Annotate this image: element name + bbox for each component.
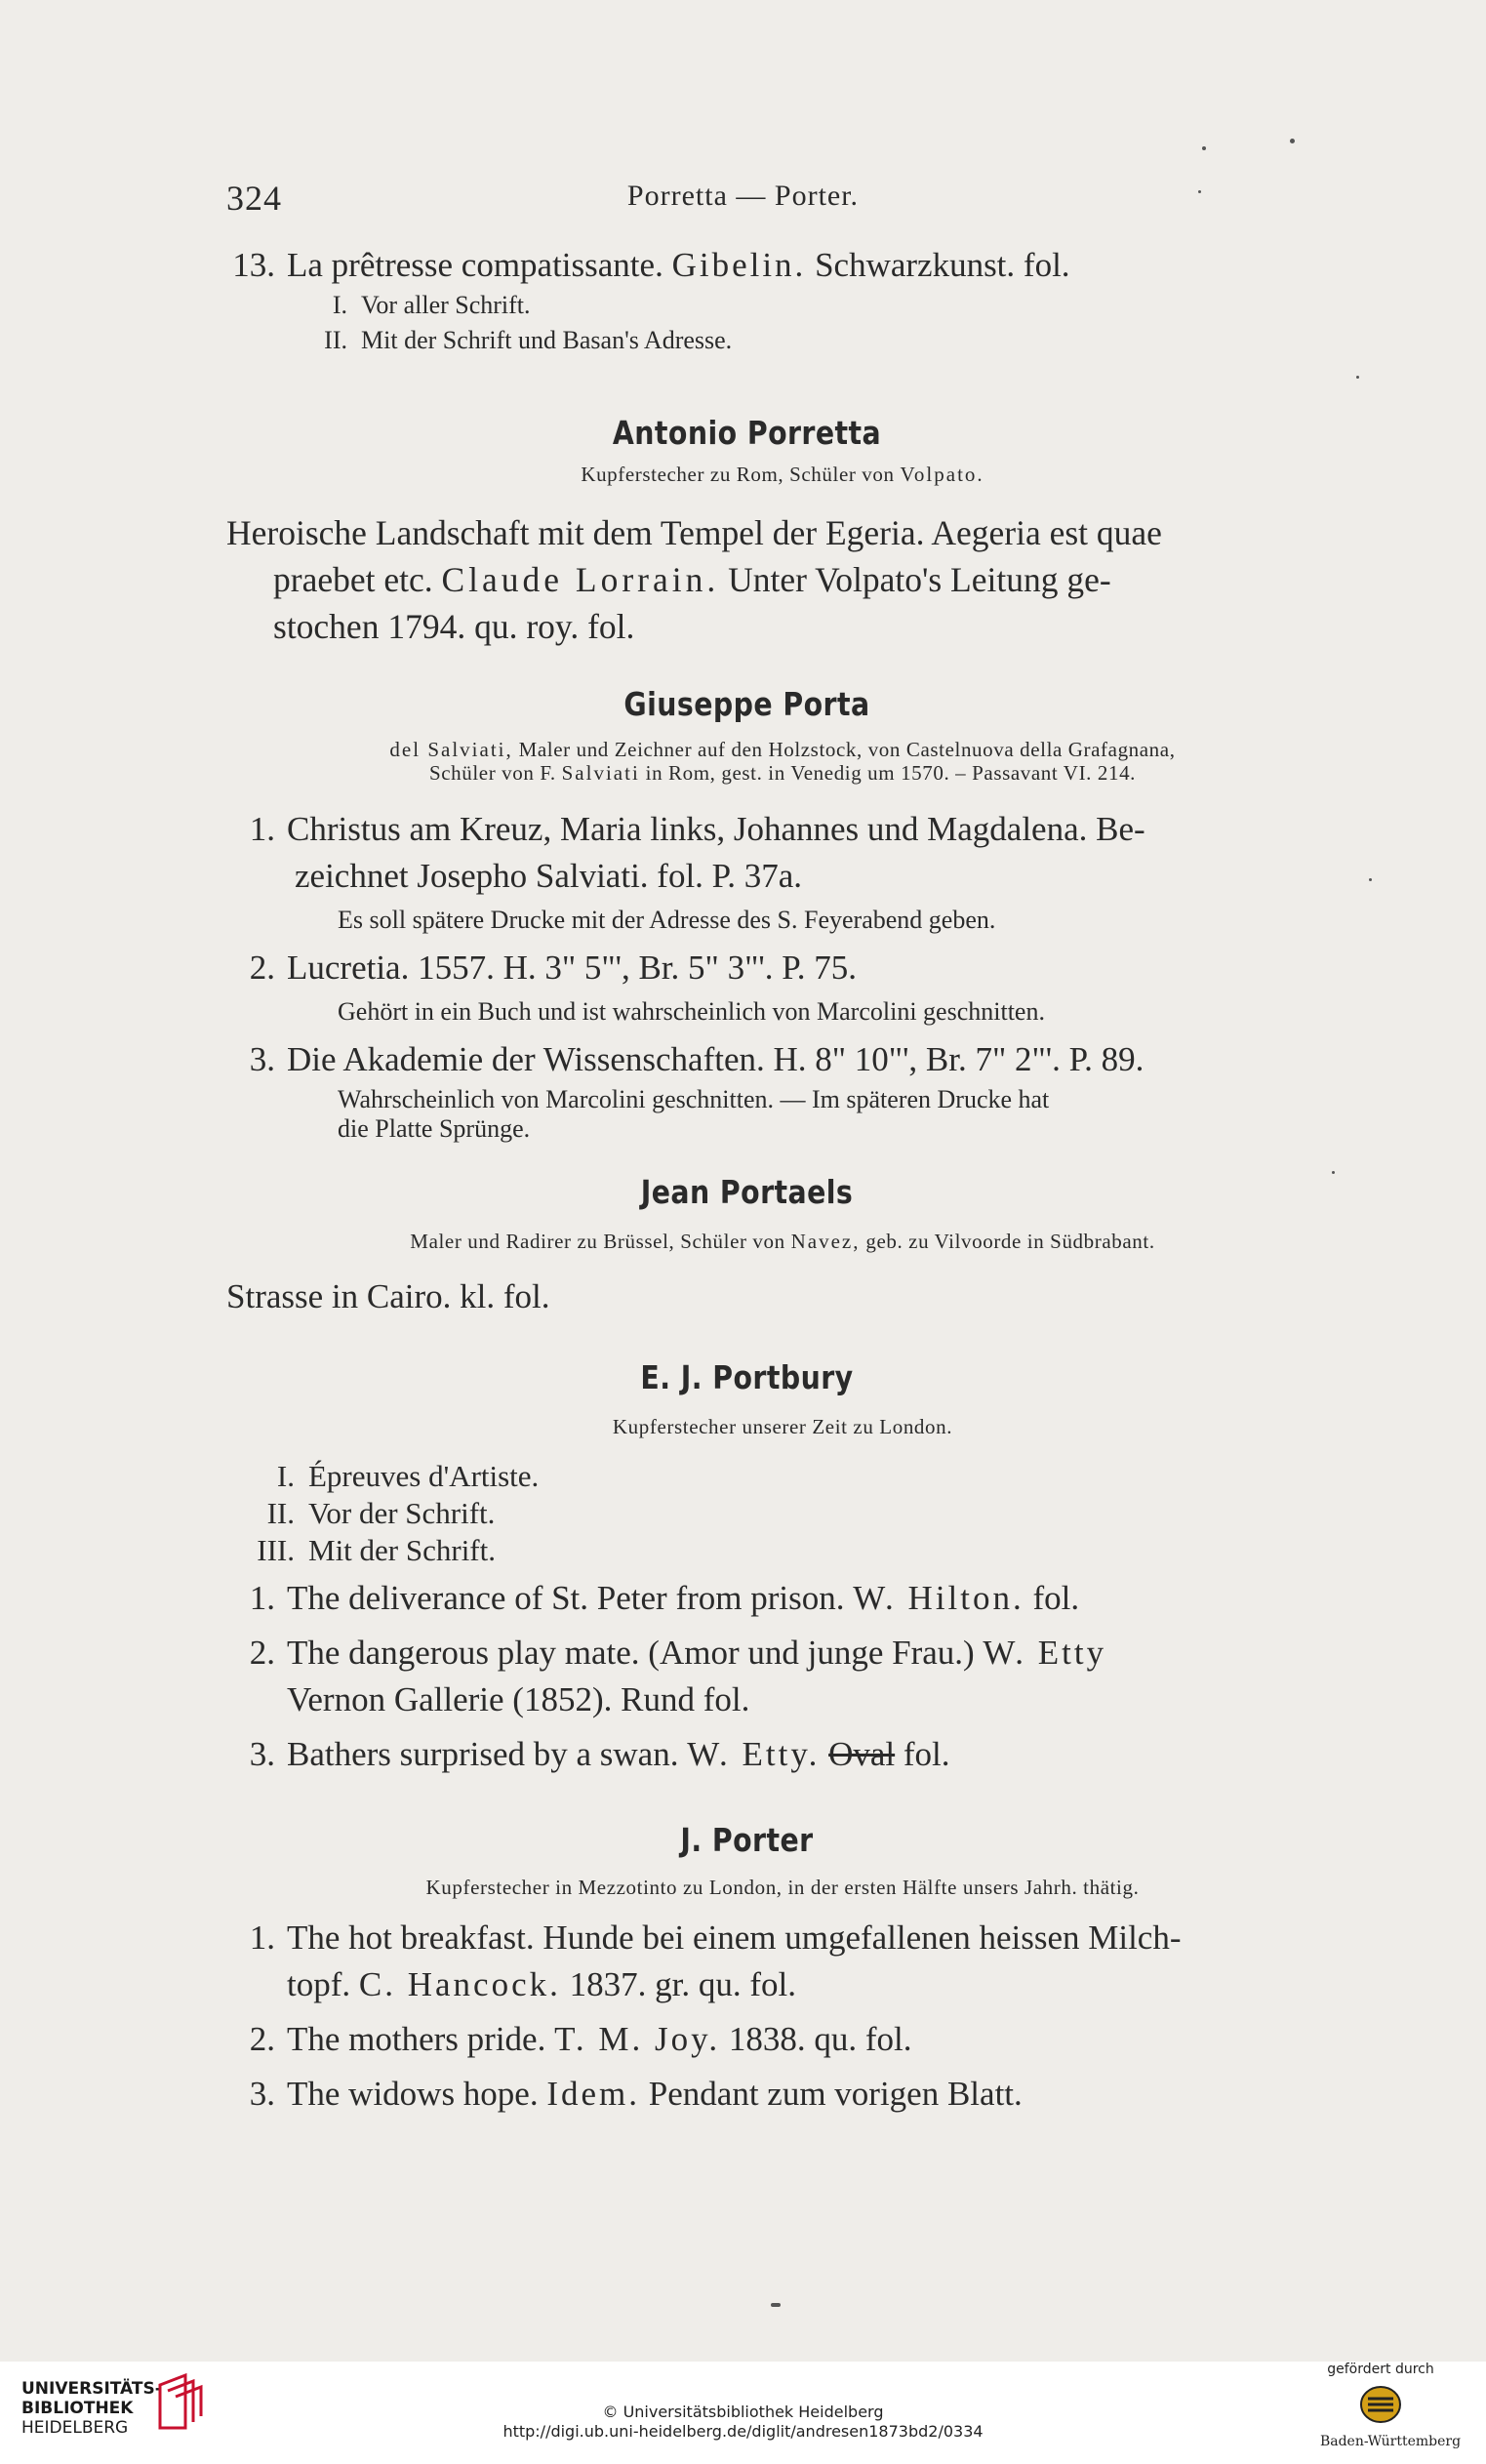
entry-list-continued <box>226 242 1339 355</box>
coat-of-arms-icon <box>1356 2383 1405 2426</box>
speck-mark <box>1356 376 1359 379</box>
artist-entries <box>226 806 1339 1144</box>
list-item: 3. Bathers surprised by a swan. W. Etty. Oval fol. <box>249 1735 950 1773</box>
artist-description: Maler und Radirer zu Brüssel, Schüler von Navez, geb. zu Vilvoorde in Südbrabant. <box>410 1230 1155 1253</box>
entry-note: Es soll spätere Drucke mit der Adresse des S. Feyerabend geben. <box>338 906 996 934</box>
list-item: 1. The hot breakfast. Hunde bei einem umgefallenen heissen Milch- <box>249 1919 1182 1957</box>
artist-entries <box>226 1273 1339 1320</box>
list-item: 2. Lucretia. 1557. H. 3" 5"', Br. 5" 3"'. P. 75. <box>249 949 858 987</box>
artist-entries <box>226 1915 1339 2118</box>
library-logo-text[interactable]: UNIVERSITÄTS- BIBLIOTHEK HEIDELBERG <box>21 2379 162 2438</box>
artist-entries <box>226 1458 1339 1778</box>
artist-heading: Antonio Porretta <box>612 414 882 452</box>
entry-note: Gehört in ein Buch und ist wahrscheinlich von Marcolini geschnitten. <box>338 997 1045 1026</box>
speck-mark <box>1202 146 1206 150</box>
artist-description: Kupferstecher in Mezzotinto zu London, in der ersten Hälfte unsers Jahrh. thätig. <box>425 1876 1140 1899</box>
funder-name[interactable]: Baden-Württemberg <box>1319 2434 1462 2449</box>
list-item: stochen 1794. qu. roy. fol. <box>273 607 635 646</box>
speck-mark <box>1290 139 1295 143</box>
artist-heading: J. Porter <box>680 1821 814 1859</box>
speck-mark <box>771 2303 781 2307</box>
list-item: topf. C. Hancock. 1837. gr. qu. fol. <box>287 1965 796 2003</box>
list-item: Vernon Gallerie (1852). Rund fol. <box>287 1680 750 1718</box>
artist-heading: E. J. Portbury <box>640 1358 854 1396</box>
speck-mark <box>1369 878 1372 881</box>
list-item: 2. The dangerous play mate. (Amor und junge Frau.) W. Etty <box>249 1634 1107 1672</box>
copyright-notice: © Universitätsbibliothek Heidelberg <box>602 2403 884 2421</box>
state-note: I. Vor aller Schrift. <box>332 291 531 319</box>
running-title: Porretta — Porter. <box>626 180 860 212</box>
list-item: 3. Die Akademie der Wissenschaften. H. 8" 10"', Br. 7" 2"'. P. 89. <box>249 1040 1145 1078</box>
artist-description: Schüler von F. Salviati in Rom, gest. in Venedig um 1570. – Passavant VI. 214. <box>428 761 1137 785</box>
permalink-url[interactable]: http://digi.ub.uni-heidelberg.de/diglit/andresen1873bd2/0334 <box>502 2422 984 2441</box>
entry-note: Wahrscheinlich von Marcolini geschnitten. — Im späteren Drucke hat <box>338 1085 1050 1113</box>
list-item: 1. The deliverance of St. Peter from prison. W. Hilton. fol. <box>249 1579 1080 1617</box>
list-item: Strasse in Cairo. kl. fol. <box>226 1277 550 1315</box>
state-note: III. Mit der Schrift. <box>257 1533 496 1567</box>
list-item: 1. Christus am Kreuz, Maria links, Johannes und Magdalena. Be- <box>249 810 1145 848</box>
list-item: 13. La prêtresse compatissante. Gibelin. Schwarzkunst. fol. <box>232 246 1070 284</box>
artist-heading: Giuseppe Porta <box>623 685 870 723</box>
artist-entries <box>226 509 1339 650</box>
list-item: 2. The mothers pride. T. M. Joy. 1838. qu. fol. <box>249 2020 912 2058</box>
entry-note: die Platte Sprünge. <box>338 1114 531 1143</box>
page-number: 324 <box>226 179 282 218</box>
list-item: 3. The widows hope. Idem. Pendant zum vorigen Blatt. <box>249 2075 1023 2113</box>
state-note: II. Vor der Schrift. <box>266 1496 496 1530</box>
artist-description: del Salviati, Maler und Zeichner auf den Holzstock, von Castelnuova della Grafagnana, <box>389 738 1176 761</box>
artist-description: Kupferstecher zu Rom, Schüler von Volpato. <box>581 463 984 486</box>
state-note: I. Épreuves d'Artiste. <box>276 1459 540 1493</box>
state-note: II. Mit der Schrift und Basan's Adresse. <box>324 326 733 354</box>
artist-heading: Jean Portaels <box>640 1173 854 1211</box>
funded-by-label: gefördert durch <box>1327 2362 1434 2377</box>
list-item: Heroische Landschaft mit dem Tempel der Egeria. Aegeria est quae <box>226 513 1162 552</box>
list-item: praebet etc. Claude Lorrain. Unter Volpato's Leitung ge- <box>273 560 1111 599</box>
artist-description: Kupferstecher unserer Zeit zu London. <box>612 1415 953 1438</box>
list-item: zeichnet Josepho Salviati. fol. P. 37a. <box>295 857 803 895</box>
